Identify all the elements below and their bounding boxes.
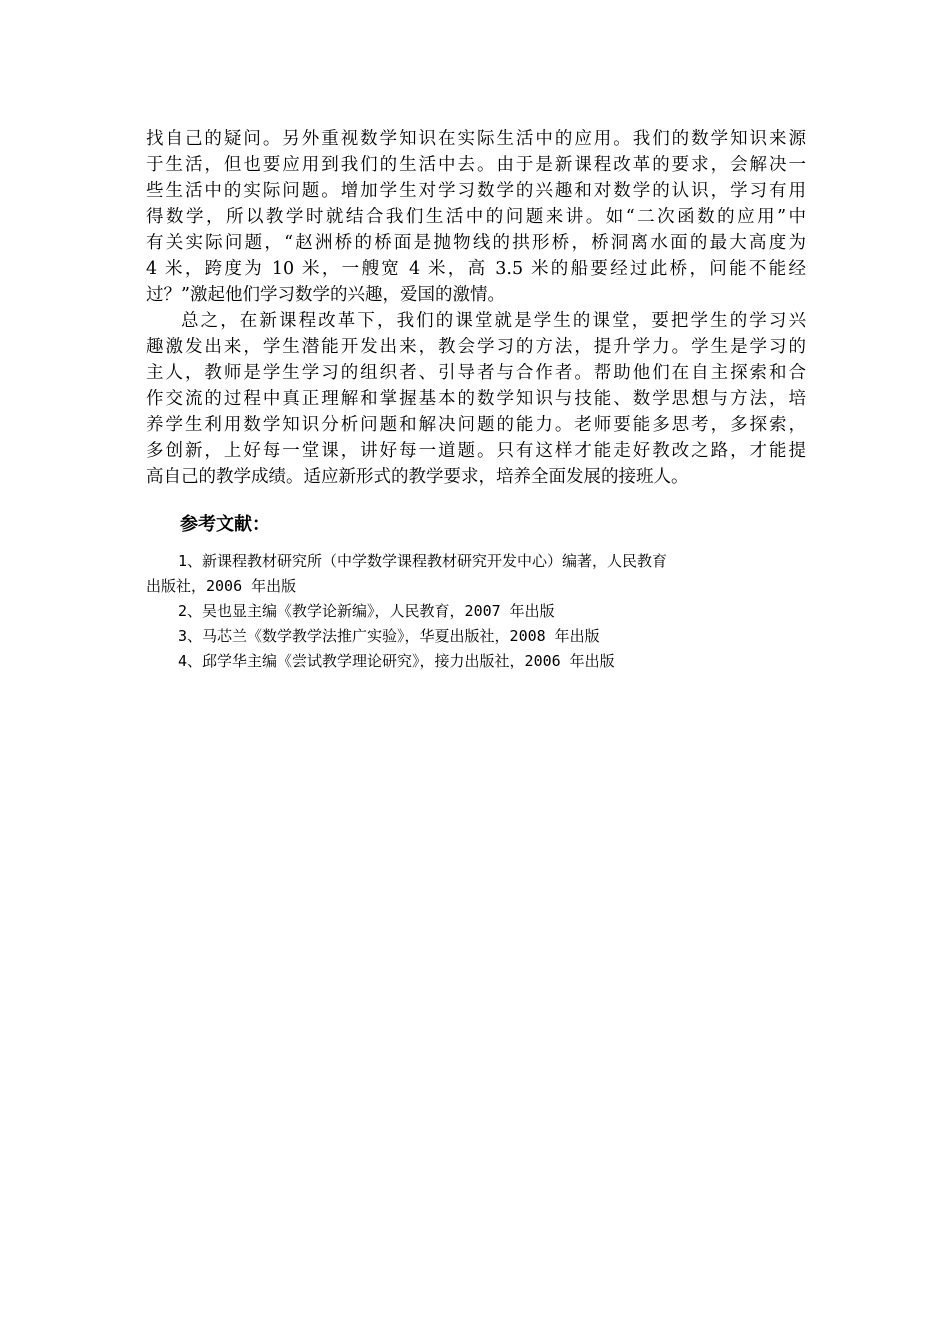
paragraph-line: 多创新，上好每一堂课，讲好每一道题。只有这样才能走好教改之路，才能提 <box>146 441 806 461</box>
paragraph-line: 得数学，所以教学时就结合我们生活中的问题来讲。如“二次函数的应用”中 <box>146 207 806 227</box>
paragraph-line: 于生活，但也要应用到我们的生活中去。由于是新课程改革的要求，会解决一 <box>146 155 806 175</box>
paragraph-line: 些生活中的实际问题。增加学生对学习数学的兴趣和对数学的认识，学习有用 <box>146 181 806 201</box>
paragraph-line: 主人，教师是学生学习的组织者、引导者与合作者。帮助他们在自主探索和合 <box>146 363 806 383</box>
reference-item: 1、新课程教材研究所（中学数学课程教材研究开发中心）编著，人民教育 <box>178 552 668 570</box>
paragraph-line: 养学生利用数学知识分析问题和解决问题的能力。老师要能多思考，多探索， <box>146 415 806 435</box>
paragraph-line: 有关实际问题，“赵洲桥的桥面是抛物线的拱形桥，桥洞离水面的最大高度为 <box>146 233 806 253</box>
paragraph-line: 过？”激起他们学习数学的兴趣，爱国的激情。 <box>146 285 505 305</box>
references-heading: 参考文献： <box>180 514 270 535</box>
paragraph-line: 找自己的疑问。另外重视数学知识在实际生活中的应用。我们的数学知识来源 <box>146 129 806 149</box>
paragraph-line: 作交流的过程中真正理解和掌握基本的数学知识与技能、数学思想与方法，培 <box>146 389 806 409</box>
reference-item: 4、邱学华主编《尝试教学理论研究》，接力出版社，2006 年出版 <box>178 652 615 670</box>
paragraph-line: 趣激发出来，学生潜能开发出来，教会学习的方法，提升学力。学生是学习的 <box>146 337 806 357</box>
paragraph-line: 高自己的教学成绩。适应新形式的教学要求，培养全面发展的接班人。 <box>146 467 689 487</box>
body-text <box>146 126 806 490</box>
reference-item: 2、吴也显主编《教学论新编》，人民教育，2007 年出版 <box>178 602 555 620</box>
reference-item-continuation: 出版社，2006 年出版 <box>146 577 297 595</box>
paragraph-line: 4 米，跨度为 10 米，一艘宽 4 米，高 3.5 米的船要经过此桥，问能不能经 <box>146 259 806 279</box>
reference-item: 3、马芯兰《数学教学法推广实验》，华夏出版社，2008 年出版 <box>178 627 600 645</box>
references-list <box>146 549 806 674</box>
paragraph-line: 总之，在新课程改革下，我们的课堂就是学生的课堂，要把学生的学习兴 <box>181 311 806 331</box>
